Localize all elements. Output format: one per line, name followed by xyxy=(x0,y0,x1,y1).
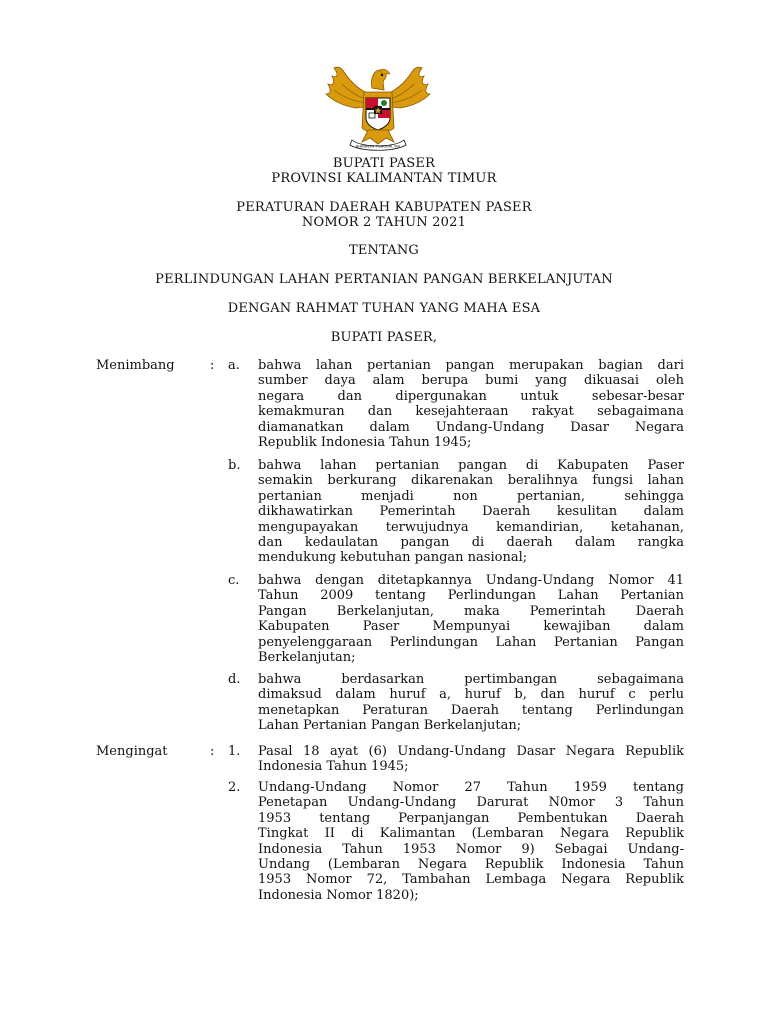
item-marker: b. xyxy=(228,458,241,473)
text-line: Lahan Pertanian Pangan Berkelanjutan; xyxy=(258,718,522,734)
text-line: Berkelanjutan; xyxy=(258,650,356,666)
text-line: negara dan dipergunakan untuk sebesar-besar xyxy=(258,388,684,404)
heading-province: PROVINSI KALIMANTAN TIMUR xyxy=(271,171,497,186)
text-line: Indonesia Tahun 1953 Nomor 9) Sebagai Undang- xyxy=(258,841,684,857)
item-text xyxy=(258,458,684,566)
text-line: bahwa berdasarkan pertimbangan sebagaimana xyxy=(258,672,684,687)
text-line: Pangan Berkelanjutan, maka Pemerintah Daerah xyxy=(258,603,684,619)
item-text xyxy=(258,573,684,665)
text-line: Undang (Lembaran Negara Republik Indonesia Tahun xyxy=(258,857,684,873)
text-line: Undang-Undang Nomor 27 Tahun 1959 tentang xyxy=(258,780,684,795)
text-line: mendukung kebutuhan pangan nasional; xyxy=(258,550,528,566)
item-marker: d. xyxy=(228,672,241,687)
heading-tentang: TENTANG xyxy=(348,243,420,258)
item-marker: 2. xyxy=(228,780,241,795)
item-text xyxy=(258,744,684,775)
text-line: semakin berkurang dikarenakan beralihnya fungsi lahan xyxy=(258,473,684,489)
text-line: Tahun 2009 tentang Perlindungan Lahan Pertanian xyxy=(258,588,684,604)
text-line: 1953 tentang Perpanjangan Pembentukan Daerah xyxy=(258,810,684,826)
mengingat-label: Mengingat xyxy=(96,744,168,759)
text-line: mengupayakan terwujudnya kemandirian, ketahanan, xyxy=(258,519,684,535)
item-marker: 1. xyxy=(228,744,241,759)
text-line: Pasal 18 ayat (6) Undang-Undang Dasar Negara Republik xyxy=(258,744,684,759)
menimbang-label: Menimbang xyxy=(96,358,175,373)
text-line: diamanatkan dalam Undang-Undang Dasar Negara xyxy=(258,419,684,435)
text-line: Tingkat II di Kalimantan (Lembaran Negara Republik xyxy=(258,826,684,842)
text-line: bahwa lahan pertanian pangan di Kabupaten Paser xyxy=(258,458,684,473)
text-line: 1953 Nomor 72, Tambahan Lembaga Negara Republik xyxy=(258,872,684,888)
text-line: Indonesia Nomor 1820); xyxy=(258,887,419,903)
text-line: bahwa dengan ditetapkannya Undang-Undang Nomor 41 xyxy=(258,573,684,588)
text-line: dimaksud dalam huruf a, huruf b, dan huruf c perlu xyxy=(258,687,684,703)
garuda-emblem-icon xyxy=(322,62,434,152)
text-line: Indonesia Tahun 1945; xyxy=(258,759,409,775)
heading-subject: PERLINDUNGAN LAHAN PERTANIAN PANGAN BERKELANJUTAN xyxy=(155,272,613,287)
heading-regulation-title: PERATURAN DAERAH KABUPATEN PASER xyxy=(236,200,532,215)
text-line: pertanian menjadi non pertanian, sehingga xyxy=(258,488,684,504)
item-text xyxy=(258,358,684,450)
text-line: Kabupaten Paser Mempunyai kewajiban dalam xyxy=(258,619,684,635)
item-marker: a. xyxy=(228,358,240,373)
text-line: dikhawatirkan Pemerintah Daerah kesulitan dalam xyxy=(258,504,684,520)
text-line: Republik Indonesia Tahun 1945; xyxy=(258,435,472,451)
heading-preamble: DENGAN RAHMAT TUHAN YANG MAHA ESA xyxy=(227,301,541,316)
heading-regent-title: BUPATI PASER xyxy=(332,156,436,171)
text-line: menetapkan Peraturan Daerah tentang Perlindungan xyxy=(258,702,684,718)
heading-regent-salutation: BUPATI PASER, xyxy=(330,330,438,345)
item-marker: c. xyxy=(228,573,240,588)
text-line: penyelenggaraan Perlindungan Lahan Pertanian Pangan xyxy=(258,634,684,650)
item-text xyxy=(258,780,684,903)
text-line: Penetapan Undang-Undang Darurat N0mor 3 Tahun xyxy=(258,795,684,811)
menimbang-colon: : xyxy=(210,358,215,373)
item-text xyxy=(258,672,684,734)
text-line: sumber daya alam berupa bumi yang dikuasai oleh xyxy=(258,373,684,389)
text-line: dan kedaulatan pangan di daerah dalam rangka xyxy=(258,535,684,551)
heading-regulation-number: NOMOR 2 TAHUN 2021 xyxy=(301,215,467,230)
mengingat-colon: : xyxy=(210,744,215,759)
text-line: kemakmuran dan kesejahteraan rakyat sebagaimana xyxy=(258,404,684,420)
emblem-motto: BHINNEKA TUNGGAL IKA xyxy=(355,144,401,149)
text-line: bahwa lahan pertanian pangan merupakan bagian dari xyxy=(258,358,684,373)
